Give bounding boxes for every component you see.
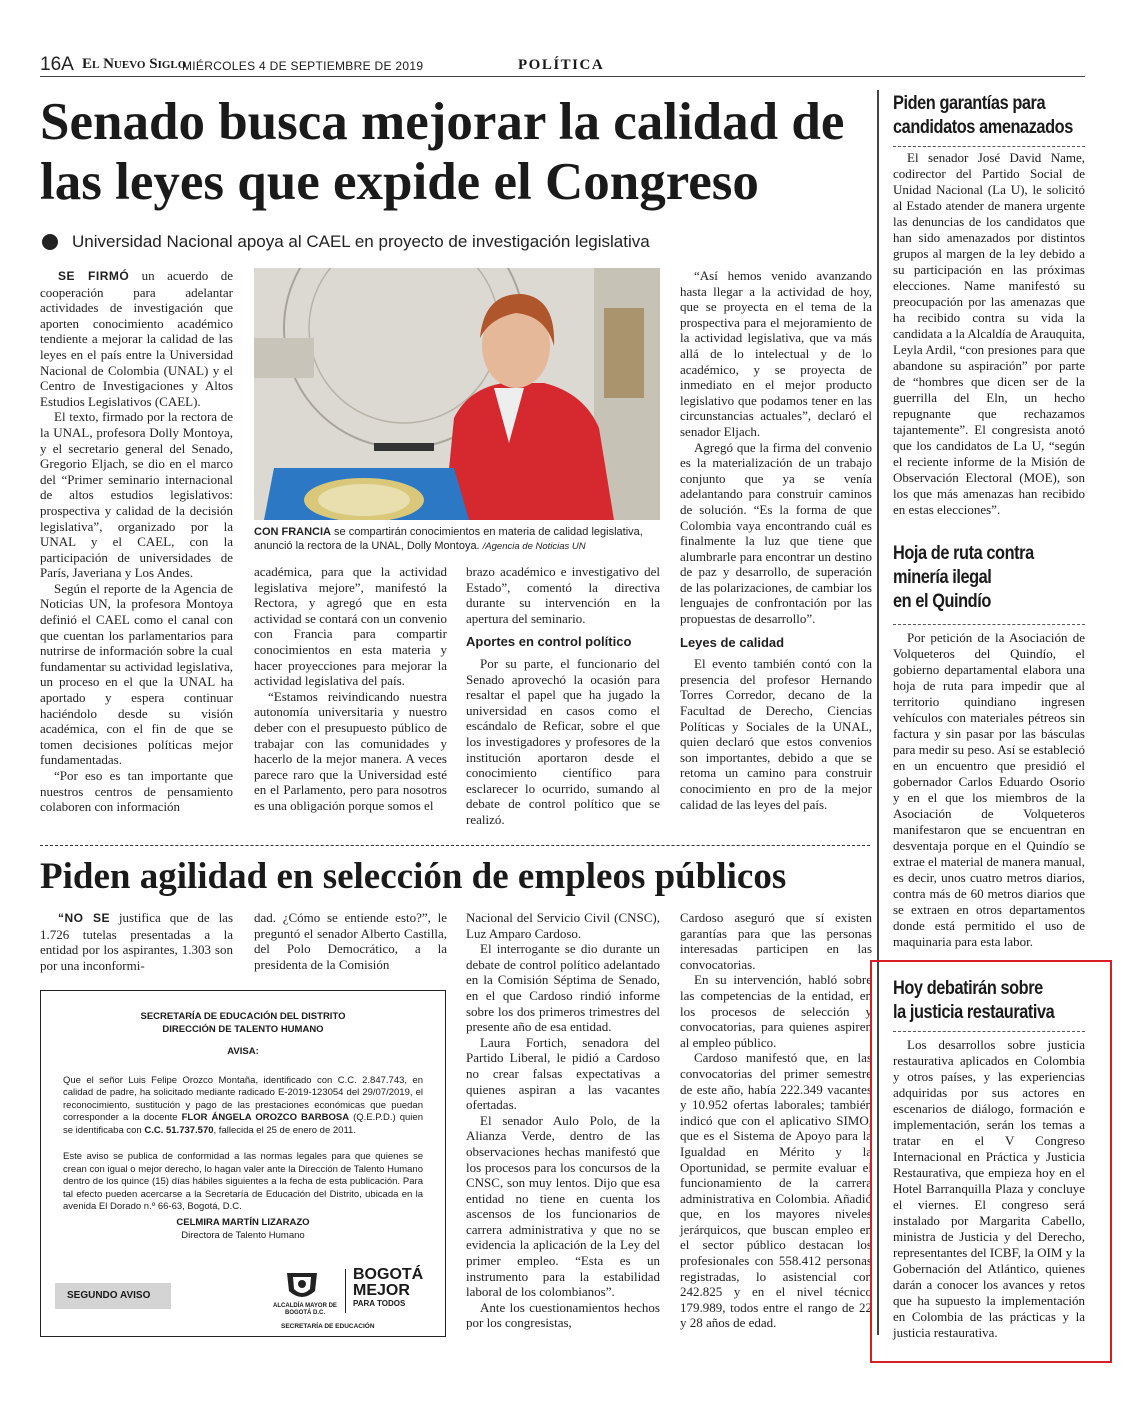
escudo-bogota-icon <box>281 1269 323 1305</box>
second-column-1 <box>40 910 233 973</box>
main-column-3 <box>466 564 660 828</box>
ad-signature <box>41 1217 445 1242</box>
logo-secretaria-text: SECRETARÍA DE EDUCACIÓN <box>281 1323 375 1330</box>
second-column-4 <box>680 910 872 1331</box>
main-headline: Senado busca mejorar la calidad de las leyes que expide el Congreso <box>40 93 845 211</box>
sidebar-separator <box>893 1031 1085 1032</box>
subheadline-text: Universidad Nacional apoya al CAEL en proyecto de investigación legislativa <box>72 232 650 251</box>
page-number: 16A <box>40 54 74 75</box>
bullet-dot-icon <box>42 234 58 250</box>
ad-org-line2: DIRECCIÓN DE TALENTO HUMANO <box>162 1023 324 1035</box>
ad-body: Que el señor Luis Felipe Orozco Montaña, identificado con C.C. 2.847.743, en calidad de padre, ha solicitado mediante radicado E-2019-123054 del 29/07/2019, el reconocimiento, sustitución y pago de las prestaciones económicas que puedan corresponder a la docente FLOR ÁNGELA OROZCO BARBOSA (Q.E.P.D.) quien se identificaba con C.C. 51.737.570, fallecida el 25 de enero de 2011. <box>63 1074 423 1136</box>
logo-alcaldia-text: ALCALDÍA MAYOR DE BOGOTÁ D.C. <box>273 1303 337 1316</box>
main-paragraph: “Así hemos venido avanzando hasta llegar a la actividad de hoy, que se proyecta en el tema de la prospectiva para el mejoramiento de la actividad legislativa, que va más allá de lo intelectual y de lo académico, y se proyecta de inmediato en el mejor producto legislativo que podamos tener en las circunstancias actuales”, declaró el senador Eljach. <box>680 268 872 439</box>
publication-date: MIÉRCOLES 4 DE SEPTIEMBRE DE 2019 <box>182 59 424 73</box>
main-paragraph: brazo académico e investigativo del Estado”, comentó la directiva durante su intervención en la apertura del seminario. <box>466 564 660 626</box>
main-column-2 <box>254 564 447 814</box>
legal-notice-ad <box>40 990 446 1337</box>
ad-org-line1: SECRETARÍA DE EDUCACIÓN DEL DISTRITO <box>140 1011 346 1022</box>
ad-body-2: Este aviso se publica de conformidad a las normas legales para que quienes se crean con igual o mejor derecho, lo hagan valer ante la Dirección de Talento Humano dentro de los quince (15) días hábiles siguientes a la fecha de esta publicación. Para tal efecto pueden acercarse a la Secretaría de Educación del Distrito, ubicada en la avenida El Dorado n.º 66-63, Bogotá, D.C. <box>63 1151 423 1212</box>
main-paragraph: Por su parte, el funcionario del Senado aprovechó la ocasión para resaltar el papel que ha jugado la universidad en casos como el escándalo de Reficar, sobre el que los investigadores y profesores de la institución aportaron desde el conocimiento científico para esclarecer lo ocurrido, sumando al debate de control político que se realizó. <box>466 655 660 827</box>
article-photo <box>254 268 660 520</box>
main-paragraph: El evento también contó con la presencia del profesor Hernando Torres Corredor, decano de la Facultad de Derecho, Ciencias Políticas y Sociales de la UNAL, quien declaró que estos convenios son importantes, debido a que se retoma un camino para construir conocimiento en pro de la mejor calidad de las leyes del país. <box>680 656 872 812</box>
main-paragraph: Según el reporte de la Agencia de Noticias UN, la profesora Montoya definió el CAEL como el canal con que cuentan los parlamentarios para nutrirse de información sobre la cual fundamentar su actividad legislativa, un proceso en el que la UNAL ha aportado y espera continuar haciéndolo desde su visión académica, con el fin de que se tomen decisiones políticas mejor fundamentadas. <box>40 580 233 768</box>
ad-signer-role: Directora de Talento Humano <box>181 1229 305 1241</box>
sidebar-separator <box>893 146 1085 147</box>
sidebar-item2-body: Por petición de la Asociación de Volqueteros del Quindío, el gobierno departamental elabora una hoja de ruta para impedir que al territorio quindiano ingresen vehículos con materiales pétreos sin factura y sin pasar por las básculas para medir su peso. Así se estableció en un encuentro que presidió el gobernador Carlos Eduardo Osorio y en el que los miembros de la Asociación de Volqueteros manifestaron que se encuentran en desventaja porque en el Quindío se extrae el material de manera manual, es decir, unos cuatro metros diarios, contra más de 60 metros diarios que se extraen en otros departamentos donde está permitido el uso de maquinaria para esta labor. <box>893 630 1086 949</box>
second-paragraph: El senador Aulo Polo, de la Alianza Verde, dentro de las observaciones hechas manifestó que los procesos para los concursos de la CNSC, son muy lentos. Dijo que esa entidad no tiene en cuenta los ascensos de los funcionarios de carrera administrativa y que no se evidencia la aplicación de la Ley del primer empleo. “Esta es un instrumento para la estabilidad laboral de los colombianos”. <box>466 1112 660 1300</box>
sidebar-item3-title: Hoy debatirán sobre la justicia restaurativa <box>893 978 1055 1023</box>
header-rule <box>40 76 1085 77</box>
subhead-leyes: Leyes de calidad <box>680 634 785 650</box>
second-paragraph: dad. ¿Cómo se entiende esto?”, le preguntó el senador Alberto Castilla, del Polo Democrático, a la presidenta de la Comisión <box>254 910 447 972</box>
main-paragraph: El texto, firmado por la rectora de la UNAL, profesora Dolly Montoya, y el secretario general del Senado, Gregorio Eljach, se dio en el marco del “Primer seminario internacional de altos estudios legislativos: prospectiva y calidad de la decisión legislativa”, organizado por la UNAL y el CAEL, con la participación de universidades de París, Javeriana y Los Andes. <box>40 409 233 581</box>
second-paragraph: Cardoso manifestó que, en las convocatorias del primer semestre de este año, había 222.349 vacantes y 10.952 ofertas laborales; también indicó que con el aplicativo SIMO, que es el Sistema de Apoyo para la Igualdad en Mérito y la Oportunidad, se permite evaluar el funcionamiento de la carrera administrativa en Colombia. Añadió que, en los mayores niveles jerárquicos, que buscan empleo en el sector público destacan los profesionales con 558.412 personas registradas, lo asistencial con 242.825 y en el nivel técnico 179.989, todos entre el rango de 22 y 28 años de edad. <box>680 1050 872 1331</box>
second-paragraph: Cardoso aseguró que sí existen garantías para que las personas interesadas participen en las convocatorias. <box>680 910 872 972</box>
sidebar-item1-body: El senador José David Name, codirector del Partido Social de Unidad Nacional (La U), le solicitó al Estado atender de manera urgente las denuncias de los candidatos que han sido amenazados por distintos grupos al margen de la ley debido a su participación en las próximas elecciones. Name manifestó su preocupación por las amenazas que ha recibido contra su vida la candidata a la Alcaldía de Arauquita, Leyla Ardil, “con presiones para que abandone su aspiración” por parte de “hombres que dicen ser de la guerrilla del Eln, un hecho repugnante que rechazamos tajantemente”. El congresista anotó que los candidatos de La U, “según el reciente informe de la Misión de Observación Electoral (MOE), son los que más amenazas han recibido en estas elecciones”. <box>893 150 1085 517</box>
photo-caption <box>254 525 660 554</box>
main-paragraph: “Por eso es tan importante que nuestros centros de pensamiento colaboren con información <box>40 768 233 815</box>
subhead-aportes: Aportes en control político <box>466 634 632 650</box>
logo-bogota-mejor: BOGOTÁ MEJOR PARA TODOS <box>353 1266 424 1308</box>
ad-title: AVISA: <box>227 1046 259 1057</box>
second-paragraph: En su intervención, habló sobre las competencias de la entidad, en los procesos de selección y convocatorias, para quienes aspiren al empleo público. <box>680 972 872 1050</box>
photo-credit: /Agencia de Noticias UN <box>482 541 586 552</box>
main-subheadline <box>42 232 862 252</box>
main-paragraph: “Estamos reivindicando nuestra autonomía universitaria y nuestro deber con el presupuesto público de trabajar con las comunidades y hacerlo de la mejor manera. A veces parece raro que la Universidad esté en el Parlamento, pero para nosotros es una obligación porque somos el <box>254 688 447 813</box>
article-divider <box>40 845 870 846</box>
second-paragraph: El interrogante se dio durante un debate de control político adelantado en la Comisión Séptima de Senado, en el que Cardoso rindió informe sobre los dos primeros trimestres del presente año de esa entidad. <box>466 941 660 1035</box>
caption-kicker: CON FRANCIA <box>254 526 331 538</box>
photo-illustration <box>254 268 660 520</box>
second-paragraph: Nacional del Servicio Civil (CNSC), Luz Amparo Cardoso. <box>466 910 660 941</box>
sidebar-item2-title: Hoja de ruta contra minería ilegal en el Quindío <box>893 543 1034 612</box>
second-kicker: “NO SE <box>58 911 111 925</box>
caption-text: se compartirán conocimientos en materia de calidad legislativa, anunció la rectora de la UNAL, Dolly Montoya. <box>254 526 643 552</box>
main-paragraph: académica, para que la actividad legislativa mejore”, manifestó la Rectora, y agregó que en esta actividad se contará con un convenio con Francia para compartir conocimientos en esta materia y hacer proyecciones para mejorar la actividad legislativa del país. <box>254 564 447 689</box>
main-column-4 <box>680 268 872 812</box>
newspaper-name: El Nuevo Siglo <box>82 56 187 72</box>
sidebar-item3-body: Los desarrollos sobre justicia restaurativa aplicados en Colombia y otros países, y las experiencias adquiridas por sus actores en escenarios de diálogo, formación e implementación, serán los temas a tratar en el V Congreso Internacional en Práctica y Justicia Restaurativa, que empieza hoy en el Hotel Barranquilla Plaza y concluye el viernes. El congreso será instalado por Margarita Cabello, ministra de Justicia y del Derecho, representantes del ICBF, la OIM y la Gobernación del Atlántico, quienes darán a conocer los avances y retos que ha supuesto la implementación en Colombia de las prácticas y la justicia restaurativa. <box>893 1037 1085 1340</box>
second-column-2 <box>254 910 447 972</box>
main-paragraph: Agregó que la firma del convenio es la materialización de un trabajo conjunto que ya se venía adelantando para construir caminos de solución. “Es la forma de que Colombia vaya encontrando cuál es finalmente la luz que tiene que alumbrarle para encontrar un destino de paz y desarrollo, de superación de las polarizaciones, de cambiar los lenguajes de confrontación por las propuestas de desarrollo”. <box>680 439 872 627</box>
logo-separator <box>345 1269 346 1313</box>
main-column-1 <box>40 268 233 815</box>
second-column-3 <box>466 910 660 1331</box>
second-paragraph: “NO SE justifica que de las 1.726 tutelas presentadas a la entidad por los aspirantes, 1.303 son por una inconformi- <box>40 910 234 973</box>
section-name: POLÍTICA <box>518 57 605 73</box>
second-paragraph: Laura Fortich, senadora del Partido Liberal, le pidió a Cardoso no crear falsas expectativas a quienes aspiran a las vacantes ofertadas. <box>466 1034 660 1113</box>
ad-signer: CELMIRA MARTÍN LIZARAZO <box>176 1217 310 1228</box>
second-paragraph: Ante los cuestionamientos hechos por los congresistas, <box>466 1299 660 1331</box>
second-headline: Piden agilidad en selección de empleos públicos <box>40 856 787 897</box>
main-kicker: SE FIRMÓ <box>58 269 130 283</box>
sidebar-item1-title: Piden garantías para candidatos amenazados <box>893 93 1073 138</box>
segundo-aviso-badge: SEGUNDO AVISO <box>55 1283 171 1309</box>
main-paragraph: SE FIRMÓ un acuerdo de cooperación para adelantar actividades de investigación que aporten conocimiento académico tendiente a mejorar la calidad de las leyes en el país entre la Universidad Nacional de Colombia (UNAL) y el Centro de Investigaciones y Altos Estudios Legislativos (CAEL). <box>40 268 233 409</box>
sidebar-separator <box>893 624 1085 625</box>
